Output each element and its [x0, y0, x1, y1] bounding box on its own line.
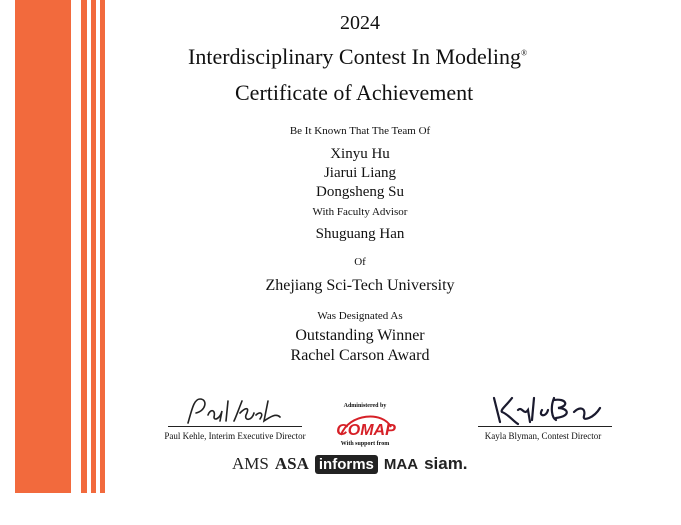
designation-line-2: Rachel Carson Award [290, 347, 430, 364]
team-member: Xinyu Hu [330, 146, 390, 162]
team-member: Jiarui Liang [323, 165, 397, 181]
administered-by-label: Administered by [343, 403, 387, 409]
support-label: With support from [340, 441, 390, 447]
intro-text: Be It Known That The Team Of [289, 125, 431, 137]
team-member: Dongsheng Su [316, 184, 404, 200]
sponsor-logos [232, 449, 468, 479]
signature-caption-right: Kayla Blyman, Contest Director [484, 431, 602, 441]
ams-logo: AMS [232, 454, 269, 473]
designated-label: Was Designated As [317, 310, 403, 322]
comap-logo [335, 409, 397, 441]
signature-line-left [168, 426, 302, 427]
university-name: Zhejiang Sci-Tech University [265, 277, 455, 294]
certificate-title: Certificate of Achievement [235, 80, 474, 105]
siam-logo: siam. [424, 454, 468, 473]
stripe-thin-1 [81, 0, 87, 493]
signature-line-right [478, 426, 612, 427]
maa-logo: MAA [383, 455, 419, 473]
stripe-thin-2 [91, 0, 96, 493]
advisor-label: With Faculty Advisor [312, 206, 408, 218]
comap-logo-text: COMAP [336, 422, 396, 439]
informs-logo: informs [315, 455, 378, 474]
advisor-name: Shuguang Han [315, 226, 405, 242]
stripe-wide [15, 0, 71, 493]
stripe-thin-3 [100, 0, 105, 493]
designation-line-1: Outstanding Winner [295, 327, 425, 344]
decorative-stripes [0, 0, 120, 493]
of-label: Of [354, 256, 366, 268]
signature-left [180, 393, 290, 429]
signature-caption-left: Paul Kehle, Interim Executive Director [164, 431, 306, 441]
certificate-year: 2024 [340, 12, 380, 34]
contest-name-text: Interdisciplinary Contest In Modeling [188, 44, 521, 69]
asa-logo: ASA [274, 454, 309, 473]
contest-name [188, 44, 527, 70]
signature-right [488, 392, 606, 428]
registered-mark: ® [521, 48, 528, 58]
